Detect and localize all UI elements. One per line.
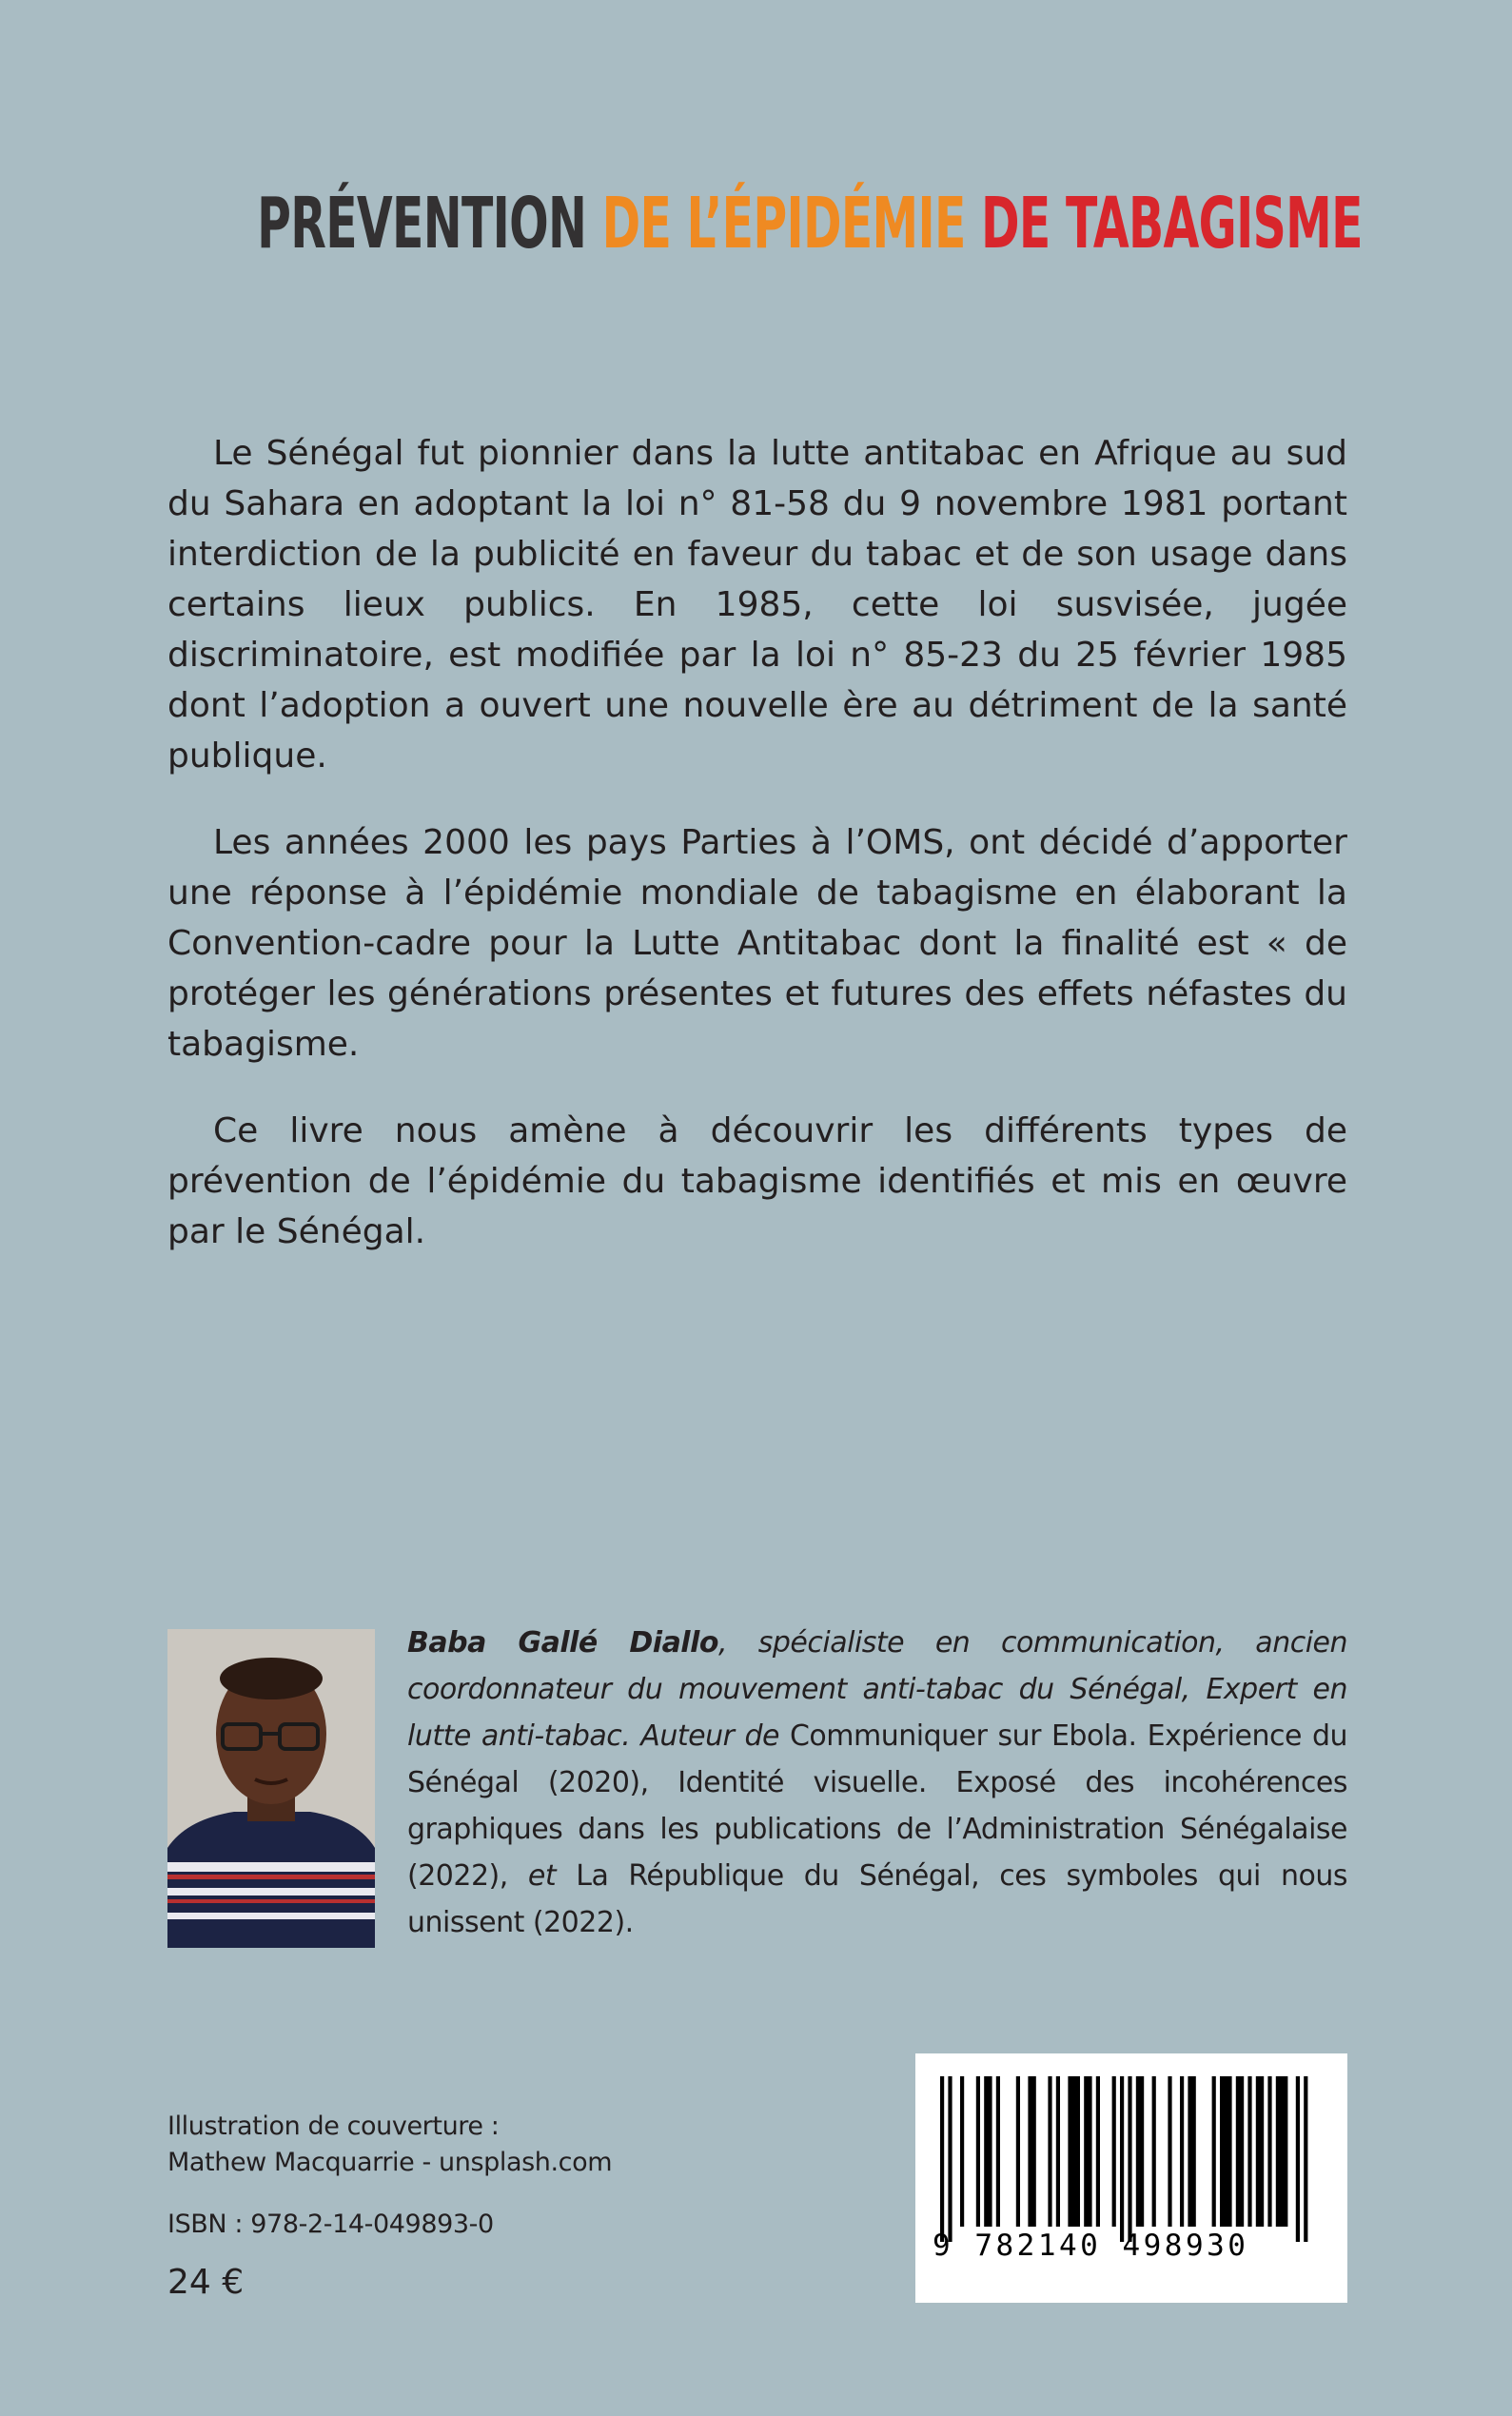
- barcode-bar: [1128, 2076, 1131, 2242]
- barcode-bar: [1152, 2076, 1156, 2227]
- author-portrait-illustration: [167, 1629, 375, 1948]
- barcode: [915, 2053, 1347, 2303]
- blurb-paragraph-3: Ce livre nous amène à découvrir les différents types de prévention de l’épidémie du tabagisme identifiés et mis en œuvre par le Sénégal.: [167, 1111, 1347, 1251]
- author-book-2: La République du Sénégal, ces symboles qui nous unissent (2022).: [407, 1859, 1347, 1939]
- barcode-bar: [1236, 2076, 1244, 2227]
- isbn-number: ISBN : 978-2-14-049893-0: [167, 2210, 494, 2239]
- author-biography: [407, 1620, 1347, 1946]
- barcode-bar: [984, 2076, 992, 2227]
- barcode-bar: [1168, 2076, 1171, 2227]
- barcode-bar: [1120, 2076, 1124, 2242]
- credit-source: Mathew Macquarrie - unsplash.com: [167, 2148, 613, 2177]
- barcode-bar: [1084, 2076, 1091, 2227]
- barcode-bar: [1068, 2076, 1080, 2227]
- barcode-bar: [996, 2076, 1000, 2227]
- barcode-bar: [1188, 2076, 1195, 2227]
- barcode-bar: [1056, 2076, 1060, 2227]
- barcode-bar: [1276, 2076, 1288, 2227]
- blurb-paragraph-2: Les années 2000 les pays Parties à l’OMS, ont décidé d’apporter une réponse à l’épidémie mondiale de tabagisme en élaborant la Convention-cadre pour la Lutte Antitabac dont la finalité est « de protéger les générations présentes et futures des effets néfastes du tabagisme.: [167, 823, 1347, 1064]
- barcode-bar: [1180, 2076, 1184, 2227]
- book-title: [257, 183, 1363, 265]
- barcode-bar: [1296, 2076, 1300, 2242]
- barcode-bar: [960, 2076, 964, 2227]
- barcode-bar: [940, 2076, 944, 2242]
- title-part-prevention: PRÉVENTION: [257, 183, 587, 265]
- title-part-tabagisme: DE TABAGISME: [981, 183, 1363, 265]
- barcode-bars: [915, 2053, 1347, 2303]
- credit-label: Illustration de couverture :: [167, 2112, 500, 2141]
- barcode-digits: 9 782140 498930: [933, 2229, 1249, 2263]
- barcode-bar: [1256, 2076, 1264, 2227]
- author-name: Baba Gallé Diallo: [407, 1626, 718, 1660]
- author-bio-italic: , spécialiste en communication, ancien coordonnateur du mouvement anti-tabac du Sénégal, Expert en lutte anti-tabac. Auteur de: [407, 1626, 1348, 1753]
- barcode-bar: [1247, 2076, 1251, 2227]
- title-part-epidemie: DE L’ÉPIDÉMIE: [601, 183, 966, 265]
- barcode-bar: [1048, 2076, 1051, 2227]
- barcode-bar: [1096, 2076, 1100, 2227]
- blurb-paragraph-1: Le Sénégal fut pionnier dans la lutte antitabac en Afrique au sud du Sahara en adoptant la loi n° 81-58 du 9 novembre 1981 portant interdiction de la publicité en faveur du tabac et de son usage dans certains lieux publics. En 1985, cette loi susvisée, jugée discriminatoire, est modifiée par la loi n° 85-23 du 25 février 1985 dont l’adoption a ouvert une nouvelle ère au détriment de la santé publique.: [167, 434, 1347, 776]
- author-photo: [167, 1629, 375, 1948]
- barcode-bar: [1212, 2076, 1216, 2227]
- barcode-bar: [976, 2076, 980, 2227]
- barcode-bar: [1028, 2076, 1035, 2227]
- barcode-bar: [1267, 2076, 1271, 2227]
- barcode-bar: [1220, 2076, 1232, 2227]
- author-book-1: Communiquer sur Ebola. Expérience du Sénégal (2020), Identité visuelle. Exposé des incohérences graphiques dans les publications de l’Administration Sénégalaise (2022),: [407, 1719, 1347, 1893]
- barcode-bar: [1304, 2076, 1307, 2242]
- price: 24 €: [167, 2263, 245, 2302]
- blurb: [167, 428, 1347, 1293]
- barcode-bar: [1016, 2076, 1020, 2227]
- cover-illustration-credit: [167, 2109, 738, 2181]
- author-bio-et: et: [527, 1859, 557, 1893]
- barcode-bar: [1112, 2076, 1116, 2227]
- barcode-bar: [1136, 2076, 1144, 2227]
- barcode-bar: [948, 2076, 952, 2242]
